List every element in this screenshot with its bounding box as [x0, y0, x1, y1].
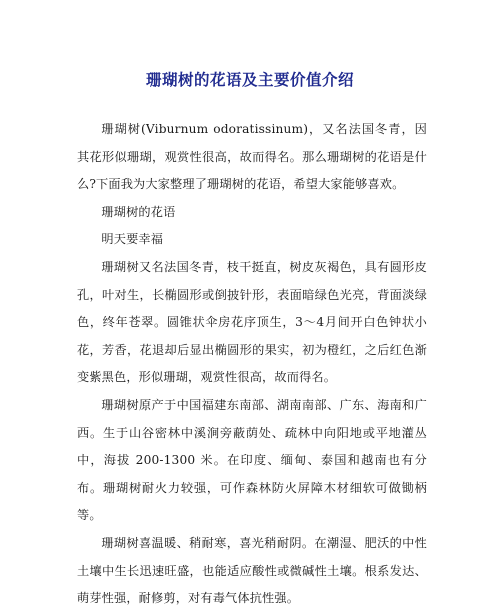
intro-paragraph: 珊瑚树(Viburnum odoratissinum)，又名法国冬青，因其花形似珊瑚，观赏性很高，故而得名。那么珊瑚树的花语是什么?下面我为大家整理了珊瑚树的花语，希望大家能够喜欢。 [77, 122, 427, 192]
habit-paragraph: 珊瑚树喜温暖、稍耐寒，喜光稍耐阴。在潮湿、肥沃的中性土壤中生长迅速旺盛，也能适应酸性或微碱性土壤。根系发达、萌芽性强，耐修剪，对有毒气体抗性强。 [77, 535, 427, 606]
section-heading-flower-language: 珊瑚树的花语 [101, 204, 176, 219]
distribution-paragraph: 珊瑚树原产于中国福建东南部、湖南南部、广东、海南和广西。生于山谷密林中溪涧旁蔽荫处、疏林中向阳地或平地灌丛中，海拔 200-1300 米。在印度、缅甸、泰国和越南也有分布。珊瑚树耐火力较强，可作森林防火屏障木材细软可做锄柄等。 [77, 397, 427, 523]
document-body [77, 116, 427, 613]
description-paragraph: 珊瑚树又名法国冬青，枝干挺直，树皮灰褐色，具有圆形皮孔，叶对生，长椭圆形或倒披针形，表面暗绿色光亮，背面淡绿色，终年苍翠。圆锥状伞房花序顶生，3～4月间开白色钟状小花，芳香，花退却后显出椭圆形的果实，初为橙红，之后红色渐变紫黑色，形似珊瑚，观赏性很高，故而得名。 [77, 259, 427, 385]
flower-language-text: 明天要幸福 [101, 232, 164, 247]
document-title: 珊瑚树的花语及主要价值介绍 [145, 71, 354, 89]
